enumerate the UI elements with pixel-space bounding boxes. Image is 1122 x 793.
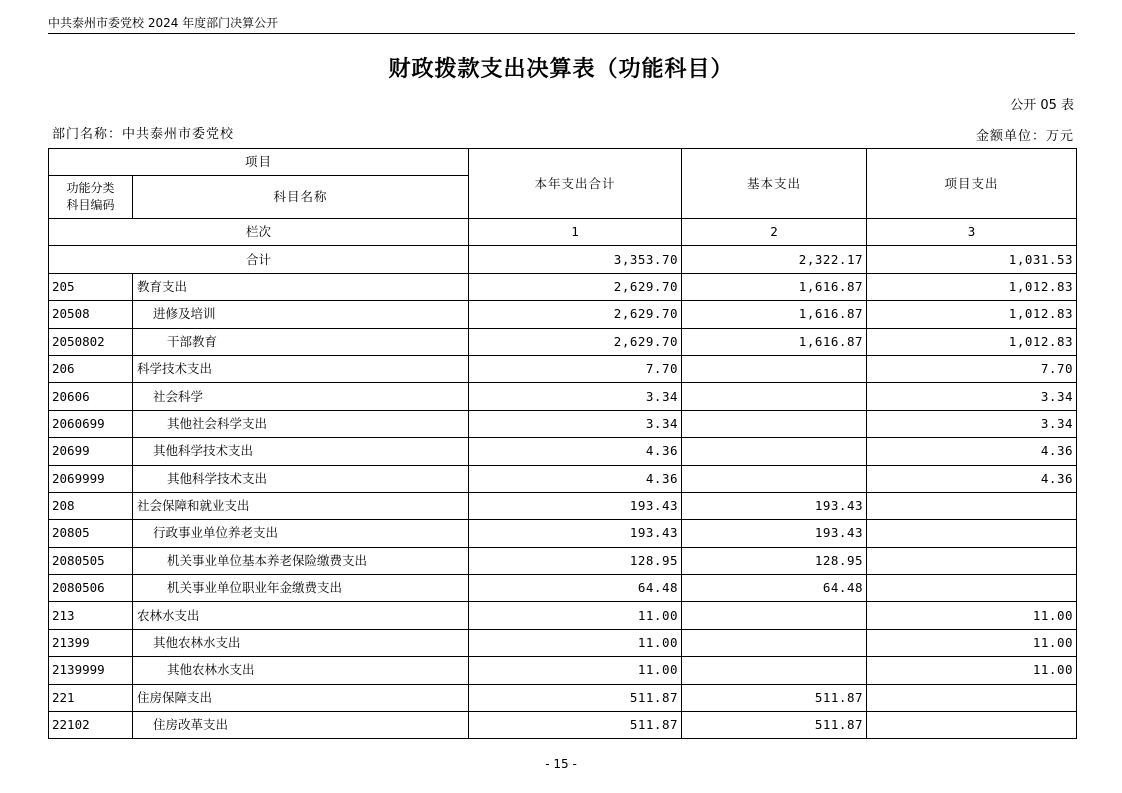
row-project	[867, 575, 1077, 602]
row-project	[867, 684, 1077, 711]
row-name: 农林水支出	[133, 602, 469, 629]
row-basic: 1,616.87	[682, 328, 867, 355]
row-total: 64.48	[469, 575, 682, 602]
table-row	[49, 575, 1077, 602]
row-project	[867, 492, 1077, 519]
row-project: 3.34	[867, 410, 1077, 437]
header-project: 项目	[49, 149, 469, 176]
row-basic	[682, 602, 867, 629]
row-basic: 64.48	[682, 575, 867, 602]
sum-label: 合计	[49, 246, 469, 273]
row-project: 11.00	[867, 602, 1077, 629]
row-basic: 1,616.87	[682, 301, 867, 328]
row-basic: 128.95	[682, 547, 867, 574]
row-total: 193.43	[469, 520, 682, 547]
row-project: 11.00	[867, 629, 1077, 656]
row-total: 511.87	[469, 684, 682, 711]
table-row	[49, 492, 1077, 519]
table-body	[49, 149, 1077, 739]
row-code: 2050802	[49, 328, 133, 355]
row-total: 193.43	[469, 492, 682, 519]
table-row	[49, 410, 1077, 437]
department-name: 部门名称：中共泰州市委党校	[52, 127, 235, 142]
sum-row	[49, 246, 1077, 273]
row-project: 1,012.83	[867, 328, 1077, 355]
row-name: 其他社会科学支出	[133, 410, 469, 437]
row-name: 其他科学技术支出	[133, 438, 469, 465]
row-project	[867, 547, 1077, 574]
row-code: 22102	[49, 712, 133, 739]
expenditure-table	[48, 148, 1077, 739]
table-title: 财政拨款支出决算表（功能科目）	[388, 56, 734, 82]
table-row	[49, 301, 1077, 328]
running-header: 中共泰州市委党校 2024 年度部门决算公开	[48, 16, 279, 30]
row-basic: 511.87	[682, 684, 867, 711]
row-project: 4.36	[867, 438, 1077, 465]
row-basic: 1,616.87	[682, 273, 867, 300]
row-code: 2069999	[49, 465, 133, 492]
row-name: 进修及培训	[133, 301, 469, 328]
row-name: 其他农林水支出	[133, 657, 469, 684]
row-name: 机关事业单位基本养老保险缴费支出	[133, 547, 469, 574]
page-number: - 15 -	[545, 757, 577, 771]
table-row	[49, 712, 1077, 739]
row-total: 7.70	[469, 355, 682, 382]
row-code: 2080505	[49, 547, 133, 574]
row-basic: 193.43	[682, 520, 867, 547]
header-row-project	[49, 149, 1077, 176]
sum-basic: 2,322.17	[682, 246, 867, 273]
row-total: 4.36	[469, 465, 682, 492]
sum-project: 1,031.53	[867, 246, 1077, 273]
row-code: 2139999	[49, 657, 133, 684]
table-row	[49, 273, 1077, 300]
row-total: 11.00	[469, 629, 682, 656]
row-total: 11.00	[469, 657, 682, 684]
column-index-row	[49, 219, 1077, 246]
table-row	[49, 520, 1077, 547]
row-basic	[682, 383, 867, 410]
row-name: 干部教育	[133, 328, 469, 355]
row-basic	[682, 438, 867, 465]
table-row	[49, 328, 1077, 355]
row-project: 1,012.83	[867, 301, 1077, 328]
amount-unit: 金额单位：万元	[975, 129, 1074, 144]
table-number: 公开 05 表	[1010, 98, 1074, 113]
row-name: 住房改革支出	[133, 712, 469, 739]
table-row	[49, 684, 1077, 711]
row-name: 住房保障支出	[133, 684, 469, 711]
row-name: 教育支出	[133, 273, 469, 300]
column-index-1: 1	[469, 219, 682, 246]
row-project: 4.36	[867, 465, 1077, 492]
table-row	[49, 383, 1077, 410]
row-code: 20699	[49, 438, 133, 465]
row-name: 社会保障和就业支出	[133, 492, 469, 519]
table-row	[49, 355, 1077, 382]
row-code: 2080506	[49, 575, 133, 602]
table-row	[49, 438, 1077, 465]
row-code: 205	[49, 273, 133, 300]
header-name: 科目名称	[133, 176, 469, 219]
row-code: 2060699	[49, 410, 133, 437]
row-code: 221	[49, 684, 133, 711]
row-total: 2,629.70	[469, 301, 682, 328]
row-code: 213	[49, 602, 133, 629]
row-total: 511.87	[469, 712, 682, 739]
row-code: 20805	[49, 520, 133, 547]
row-total: 2,629.70	[469, 273, 682, 300]
row-project: 3.34	[867, 383, 1077, 410]
row-basic	[682, 355, 867, 382]
table-row	[49, 657, 1077, 684]
row-name: 行政事业单位养老支出	[133, 520, 469, 547]
row-total: 11.00	[469, 602, 682, 629]
row-project: 11.00	[867, 657, 1077, 684]
table-row	[49, 465, 1077, 492]
header-total: 本年支出合计	[469, 149, 682, 219]
table-row	[49, 547, 1077, 574]
row-code: 20508	[49, 301, 133, 328]
row-name: 科学技术支出	[133, 355, 469, 382]
row-total: 2,629.70	[469, 328, 682, 355]
row-total: 128.95	[469, 547, 682, 574]
row-project: 1,012.83	[867, 273, 1077, 300]
row-total: 3.34	[469, 410, 682, 437]
column-index-2: 2	[682, 219, 867, 246]
row-basic	[682, 657, 867, 684]
row-code: 21399	[49, 629, 133, 656]
header-project-expenditure: 项目支出	[867, 149, 1077, 219]
header-basic: 基本支出	[682, 149, 867, 219]
row-name: 其他农林水支出	[133, 629, 469, 656]
row-name: 社会科学	[133, 383, 469, 410]
header-code: 功能分类 科目编码	[49, 176, 133, 219]
row-total: 4.36	[469, 438, 682, 465]
sum-total: 3,353.70	[469, 246, 682, 273]
row-code: 208	[49, 492, 133, 519]
row-basic	[682, 465, 867, 492]
row-project	[867, 712, 1077, 739]
row-total: 3.34	[469, 383, 682, 410]
row-name: 其他科学技术支出	[133, 465, 469, 492]
row-basic	[682, 410, 867, 437]
row-name: 机关事业单位职业年金缴费支出	[133, 575, 469, 602]
row-basic	[682, 629, 867, 656]
header-rule	[48, 33, 1075, 34]
column-index-label: 栏次	[49, 219, 469, 246]
row-project: 7.70	[867, 355, 1077, 382]
column-index-3: 3	[867, 219, 1077, 246]
table-row	[49, 602, 1077, 629]
row-basic: 511.87	[682, 712, 867, 739]
row-code: 20606	[49, 383, 133, 410]
row-project	[867, 520, 1077, 547]
row-code: 206	[49, 355, 133, 382]
table-row	[49, 629, 1077, 656]
row-basic: 193.43	[682, 492, 867, 519]
